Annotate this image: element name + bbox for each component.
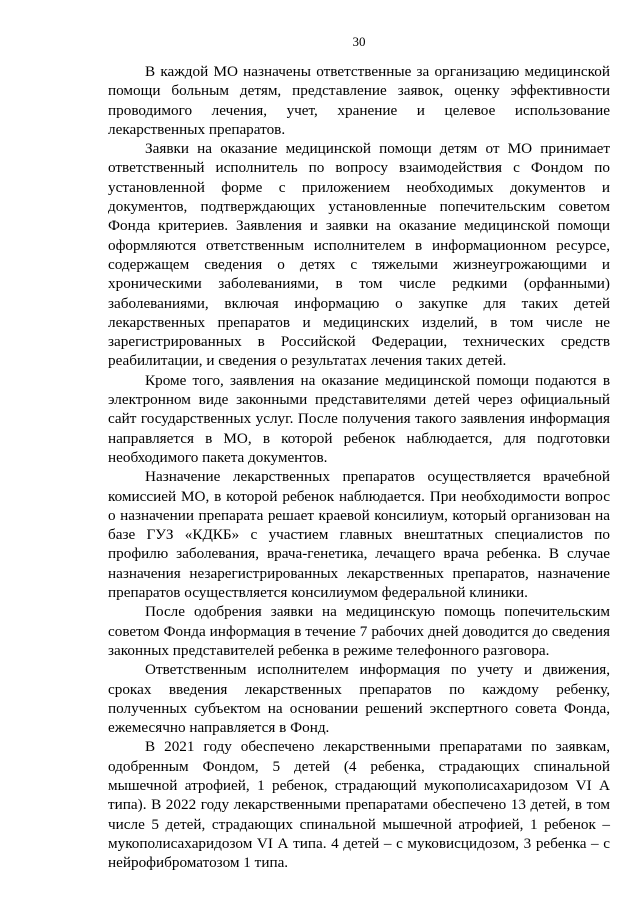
- paragraph-applications: Заявки на оказание медицинской помощи детям от МО принимает ответственный исполнитель по вопросу взаимодействия с Фондом по установленной форме с приложением необходимых документов и документов, подтверждающих установленные попечительским советом Фонда критериев. Заявления и заявки на оказание медицинской помощи оформляются ответственным исполнителем в информационном ресурсе, содержащем сведения о детях с тяжелыми жизнеугрожающими и хроническими заболеваниями, в том числе редкими (орфанными) заболеваниями, включая информацию о закупке для таких детей лекарственных препаратов и медицинских изделий, в том числе не зарегистрированных в Российской Федерации, технических средств реабилитации, и сведения о результатах лечения таких детей.: [108, 140, 610, 370]
- paragraph-statistics: В 2021 году обеспечено лекарственными препаратами по заявкам, одобренным Фондом, 5 детей (4 ребенка, страдающих спинальной мышечной атрофией, 1 ребенок, страдающий мукополисахаридозом VI А типа). В 2022 году лекарственными препаратами обеспечено 13 детей, в том числе 5 детей, страдающих спинальной мышечной атрофией, 1 ребенок – мукополисахаридозом VI А типа. 4 детей – с муковисцидозом, 3 ребенка – с нейрофиброматозом 1 типа.: [108, 738, 610, 872]
- paragraph-approval-notice: После одобрения заявки на медицинскую помощь попечительским советом Фонда информация в течение 7 рабочих дней доводится до сведения законных представителей ребенка в режиме телефонного разговора.: [108, 603, 610, 659]
- paragraph-responsible-persons: В каждой МО назначены ответственные за организацию медицинской помощи больным детям, представление заявок, оценку эффективности проводимого лечения, учет, хранение и целевое использование лекарственных препаратов.: [108, 63, 610, 138]
- paragraph-electronic-submission: Кроме того, заявления на оказание медицинской помощи подаются в электронном виде законными представителями детей через официальный сайт государственных услуг. После получения такого заявления информация направляется в МО, в которой ребенок наблюдается, для подготовки необходимого пакета документов.: [108, 371, 610, 466]
- document-page: [108, 34, 610, 872]
- paragraph-drug-prescription: Назначение лекарственных препаратов осуществляется врачебной комиссией МО, в которой ребенок наблюдается. При необходимости вопрос о назначении препарата решает краевой консилиум, который организован на базе ГУЗ «КДКБ» с участием главных внештатных специалистов по профилю заболевания, врача-генетика, лечащего врача ребенка. В случае назначения незарегистрированных лекарственных препаратов, назначение препаратов осуществляется консилиумом федеральной клиники.: [108, 468, 610, 602]
- page-number: 30: [352, 34, 366, 49]
- paragraph-reporting: Ответственным исполнителем информация по учету и движения, сроках введения лекарственных препаратов по каждому ребенку, полученных субъектом на основании решений экспертного совета Фонда, ежемесячно направляется в Фонд.: [108, 661, 610, 737]
